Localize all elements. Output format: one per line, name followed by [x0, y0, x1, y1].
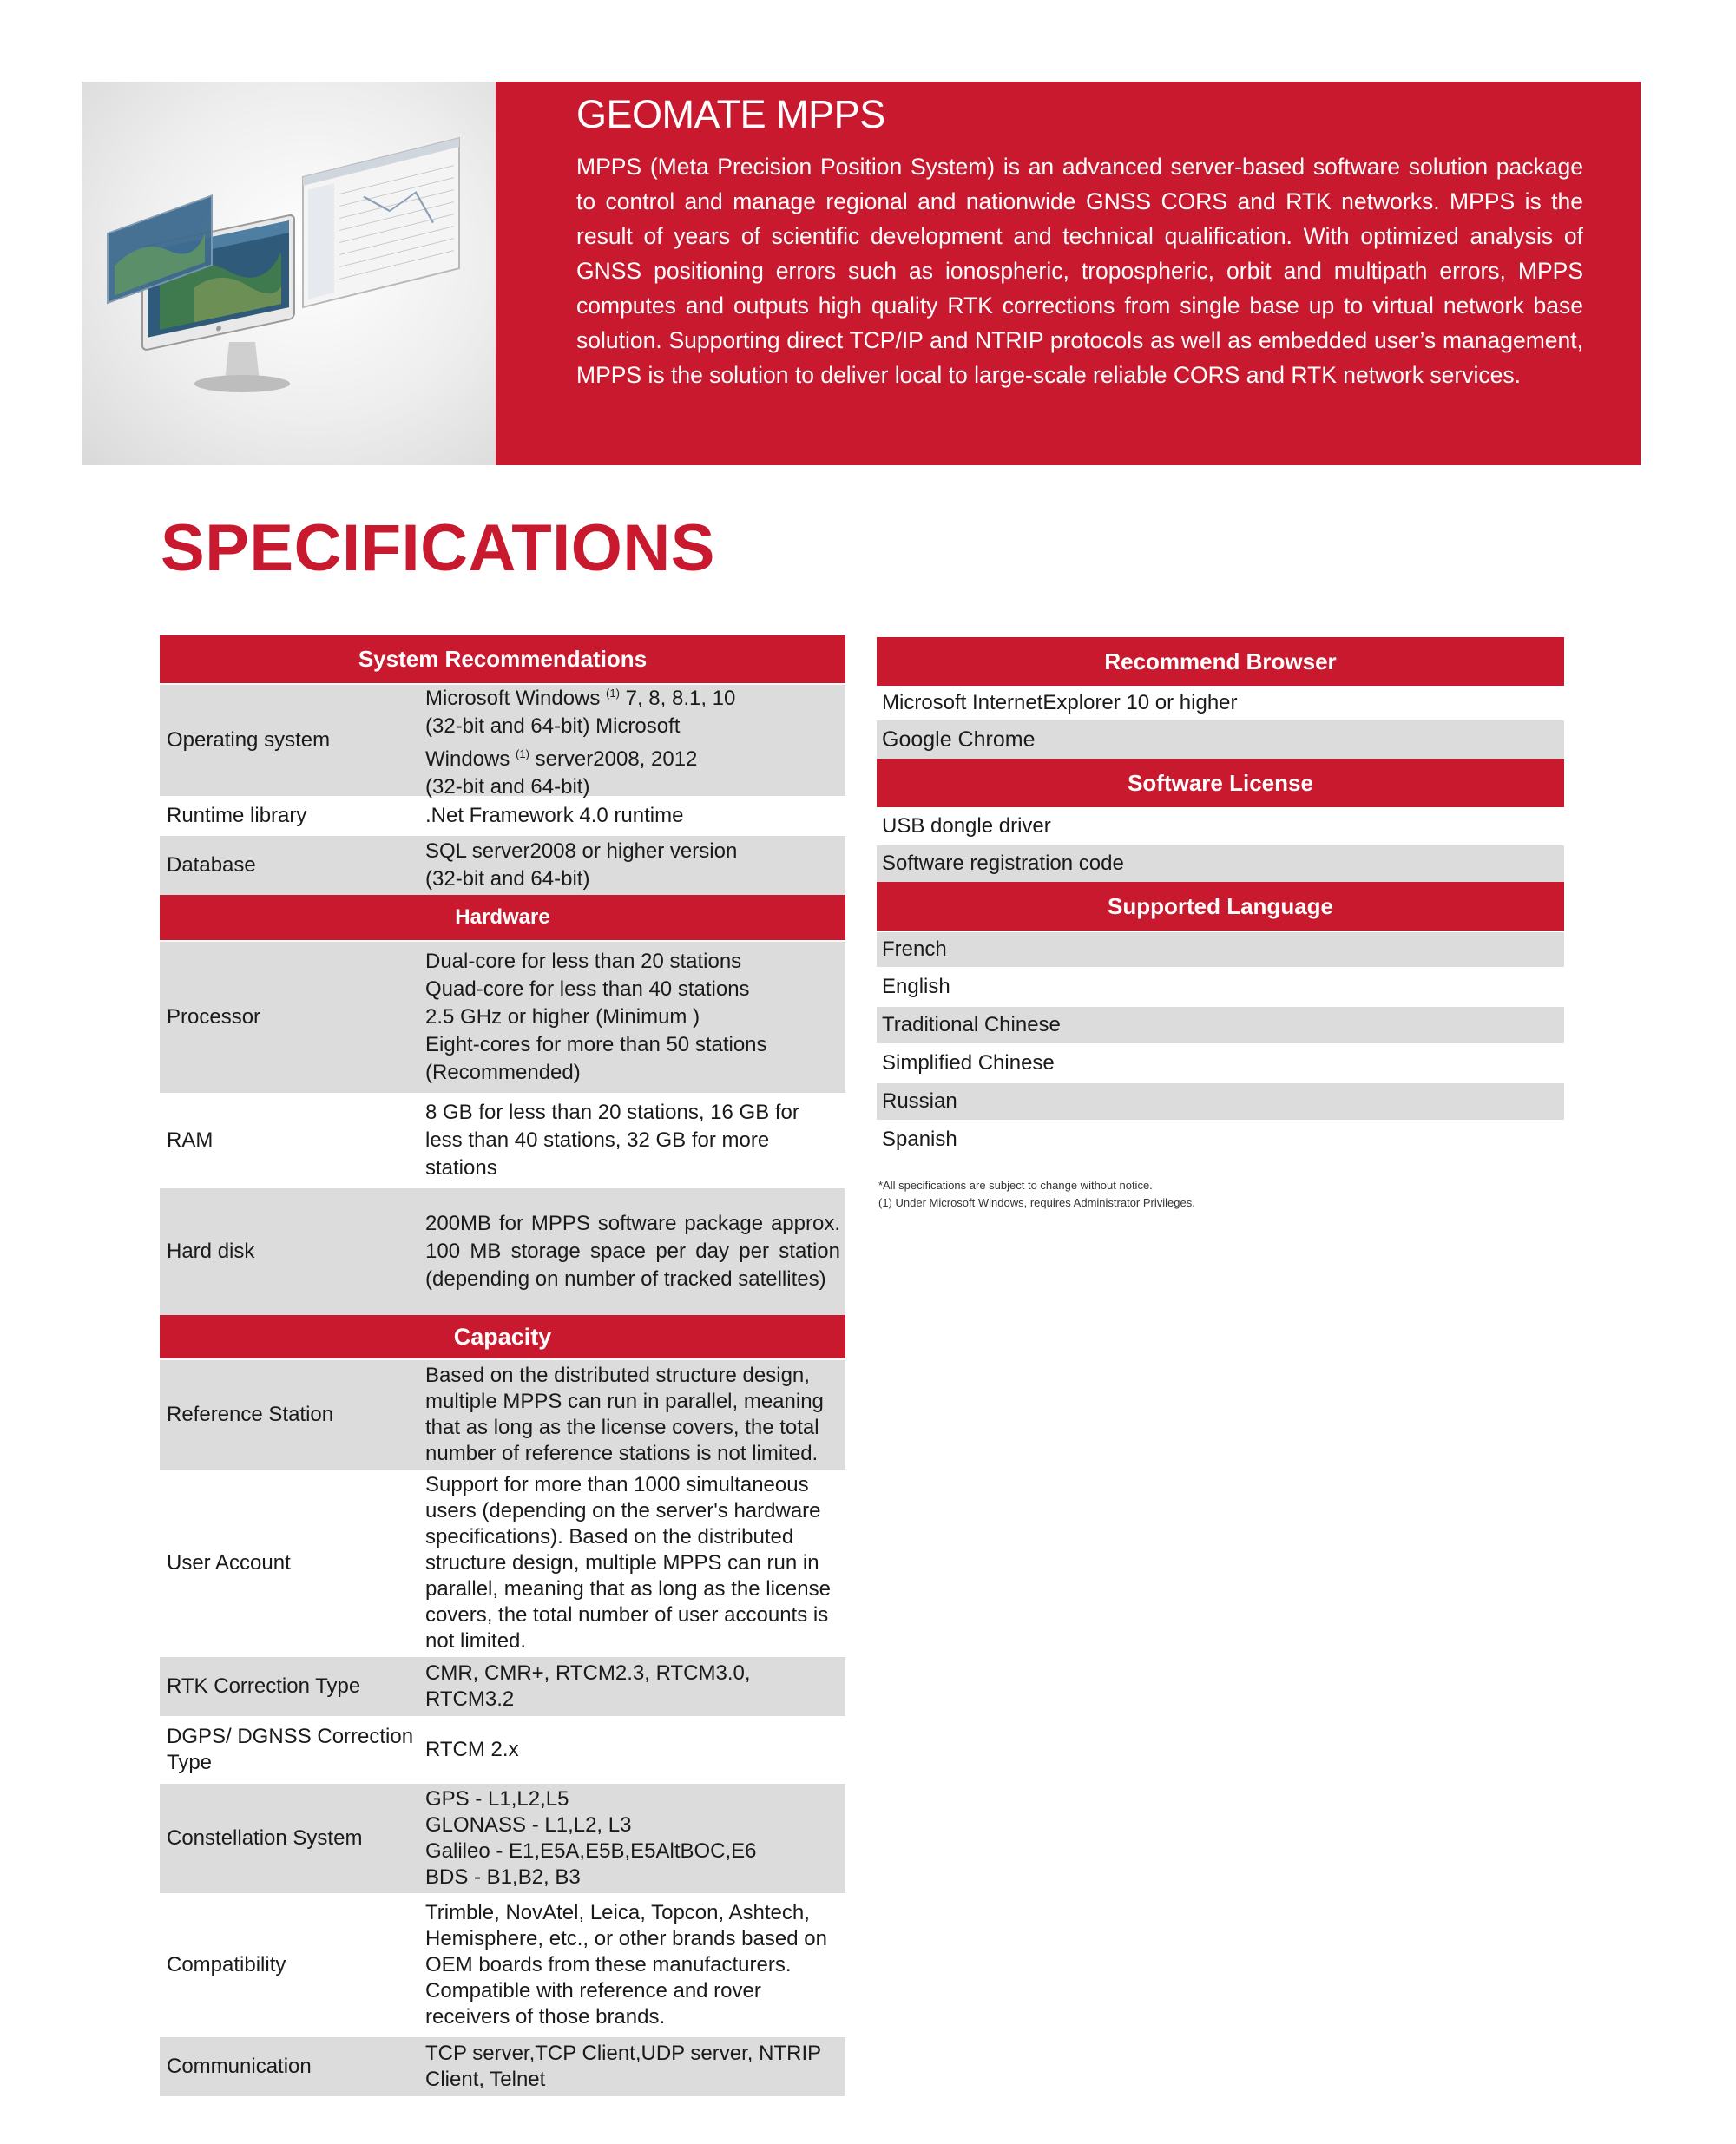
list-item: Software registration code	[877, 844, 1564, 882]
table-row-ram	[160, 1093, 845, 1187]
list-item: Traditional Chinese	[877, 1005, 1564, 1043]
footnote-marker: (1)	[516, 747, 529, 760]
recommend-browser-header: Recommend Browser	[877, 637, 1564, 686]
constellation-line: GLONASS - L1,L2, L3	[425, 1813, 632, 1837]
product-title: GEOMATE MPPS	[576, 92, 885, 136]
footnote: *All specifications are subject to change without notice.	[878, 1179, 1153, 1192]
row-label: Compatibility	[167, 1953, 286, 1976]
footnote: (1) Under Microsoft Windows, requires Administrator Privileges.	[878, 1196, 1195, 1209]
row-value: 200MB for MPPS software package approx. 100 MB storage space per day per station (depending on number of tracked satellites)	[425, 1212, 840, 1291]
row-value: CMR, CMR+, RTCM2.3, RTCM3.0, RTCM3.2	[425, 1661, 751, 1711]
row-value: Based on the distributed structure design, multiple MPPS can run in parallel, meaning that as long as the license covers, the total number of reference stations is not limited.	[425, 1364, 824, 1465]
row-label: RTK Correction Type	[167, 1674, 361, 1698]
row-value	[425, 1786, 845, 1891]
table-row-runtime-library	[160, 796, 845, 834]
os-line-4: (32-bit and 64-bit)	[425, 775, 590, 799]
row-value: Support for more than 1000 simultaneous users (depending on the server's hardware specifications). Based on the distributed structure design, multiple MPPS can run in parallel, meaning that as long as the license covers, the total number of user accounts is not limited.	[425, 1473, 831, 1653]
row-value	[425, 948, 845, 1087]
row-label: Constellation System	[167, 1826, 363, 1850]
list-item: Microsoft InternetExplorer 10 or higher	[877, 686, 1564, 719]
row-label: Database	[167, 853, 256, 877]
table-row-reference-station	[160, 1358, 845, 1470]
row-value: Trimble, NovAtel, Leica, Topcon, Ashtech, Hemisphere, etc., or other brands based on OEM boards from these manufacturers. Compatible with reference and rover receivers of those brands.	[425, 1901, 827, 2029]
table-row-user-account	[160, 1470, 845, 1655]
table-row-operating-system	[160, 683, 845, 799]
table-row-hard-disk	[160, 1187, 845, 1315]
list-item: Simplified Chinese	[877, 1043, 1564, 1082]
row-label: RAM	[167, 1128, 214, 1152]
table-row-rtk-correction-type	[160, 1655, 845, 1716]
db-line-1: SQL server2008 or higher version	[425, 839, 738, 863]
monitor-illustration	[82, 82, 496, 465]
table-row-dgps-correction-type	[160, 1716, 845, 1782]
product-image	[82, 82, 496, 465]
row-label: Processor	[167, 1005, 261, 1029]
constellation-line: BDS - B1,B2, B3	[425, 1865, 581, 1889]
os-line-1b: 7, 8, 8.1, 10	[625, 687, 736, 710]
row-label: Communication	[167, 2055, 312, 2078]
list-item: USB dongle driver	[877, 807, 1564, 844]
table-row-compatibility	[160, 1893, 845, 2035]
processor-line: Dual-core for less than 20 stations	[425, 950, 742, 973]
constellation-line: GPS - L1,L2,L5	[425, 1787, 569, 1811]
db-line-2: (32-bit and 64-bit)	[425, 867, 590, 891]
os-line-3b: server2008, 2012	[535, 747, 698, 771]
table-row-processor	[160, 940, 845, 1093]
os-line-3a: Windows	[425, 747, 510, 771]
list-item: Russian	[877, 1082, 1564, 1120]
row-value: .Net Framework 4.0 runtime	[425, 804, 684, 827]
list-item: French	[877, 931, 1564, 967]
processor-line: 2.5 GHz or higher (Minimum )	[425, 1005, 700, 1029]
processor-line: (Recommended)	[425, 1061, 581, 1084]
hardware-header: Hardware	[160, 895, 845, 940]
list-item: English	[877, 967, 1564, 1005]
list-item: Google Chrome	[877, 719, 1564, 759]
product-description: MPPS (Meta Precision Position System) is an advanced server-based software solution package to control and manage regional and nationwide GNSS CORS and RTK networks. MPPS is the result of years of scientific development and technical qualification. With optimized analysis of GNSS positioning errors such as ionospheric, tropospheric, orbit and multipath errors, MPPS computes and outputs high quality RTK corrections from single base up to virtual network base solution. Supporting direct TCP/IP and NTRIP protocols as well as embedded user’s management, MPPS is the solution to deliver local to large-scale reliable CORS and RTK network services.	[576, 154, 1583, 388]
constellation-line: Galileo - E1,E5A,E5B,E5AltBOC,E6	[425, 1839, 757, 1863]
row-value	[425, 680, 845, 801]
row-value: 8 GB for less than 20 stations, 16 GB for less than 40 stations, 32 GB for more stations	[425, 1101, 799, 1180]
row-label: User Account	[167, 1551, 291, 1575]
row-value: RTCM 2.x	[425, 1738, 519, 1761]
spec-table-left	[160, 635, 845, 2096]
capacity-header: Capacity	[160, 1315, 845, 1358]
row-label: Hard disk	[167, 1240, 255, 1263]
table-row-constellation-system	[160, 1782, 845, 1893]
software-license-header: Software License	[877, 759, 1564, 807]
row-label: Operating system	[167, 728, 331, 752]
os-line-1a: Microsoft Windows	[425, 687, 601, 710]
row-value: TCP server,TCP Client,UDP server, NTRIP Client, Telnet	[425, 2042, 821, 2091]
hero-banner	[82, 82, 1641, 465]
table-row-database	[160, 834, 845, 895]
footnote-marker: (1)	[606, 687, 620, 700]
system-recommendations-header: System Recommendations	[160, 635, 845, 683]
processor-line: Eight-cores for more than 50 stations	[425, 1033, 767, 1056]
os-line-2: (32-bit and 64-bit) Microsoft	[425, 714, 681, 738]
row-label: DGPS/ DGNSS Correction Type	[167, 1725, 414, 1774]
processor-line: Quad-core for less than 40 stations	[425, 977, 750, 1001]
table-row-communication	[160, 2035, 845, 2096]
row-label: Runtime library	[167, 804, 307, 827]
row-value	[425, 838, 845, 893]
supported-language-header: Supported Language	[877, 882, 1564, 931]
specifications-heading: SPECIFICATIONS	[161, 511, 715, 585]
footnotes	[877, 1177, 1564, 1212]
spec-table-right	[877, 637, 1564, 1212]
row-label: Reference Station	[167, 1403, 334, 1426]
list-item: Spanish	[877, 1120, 1564, 1158]
hero-panel	[496, 82, 1641, 465]
